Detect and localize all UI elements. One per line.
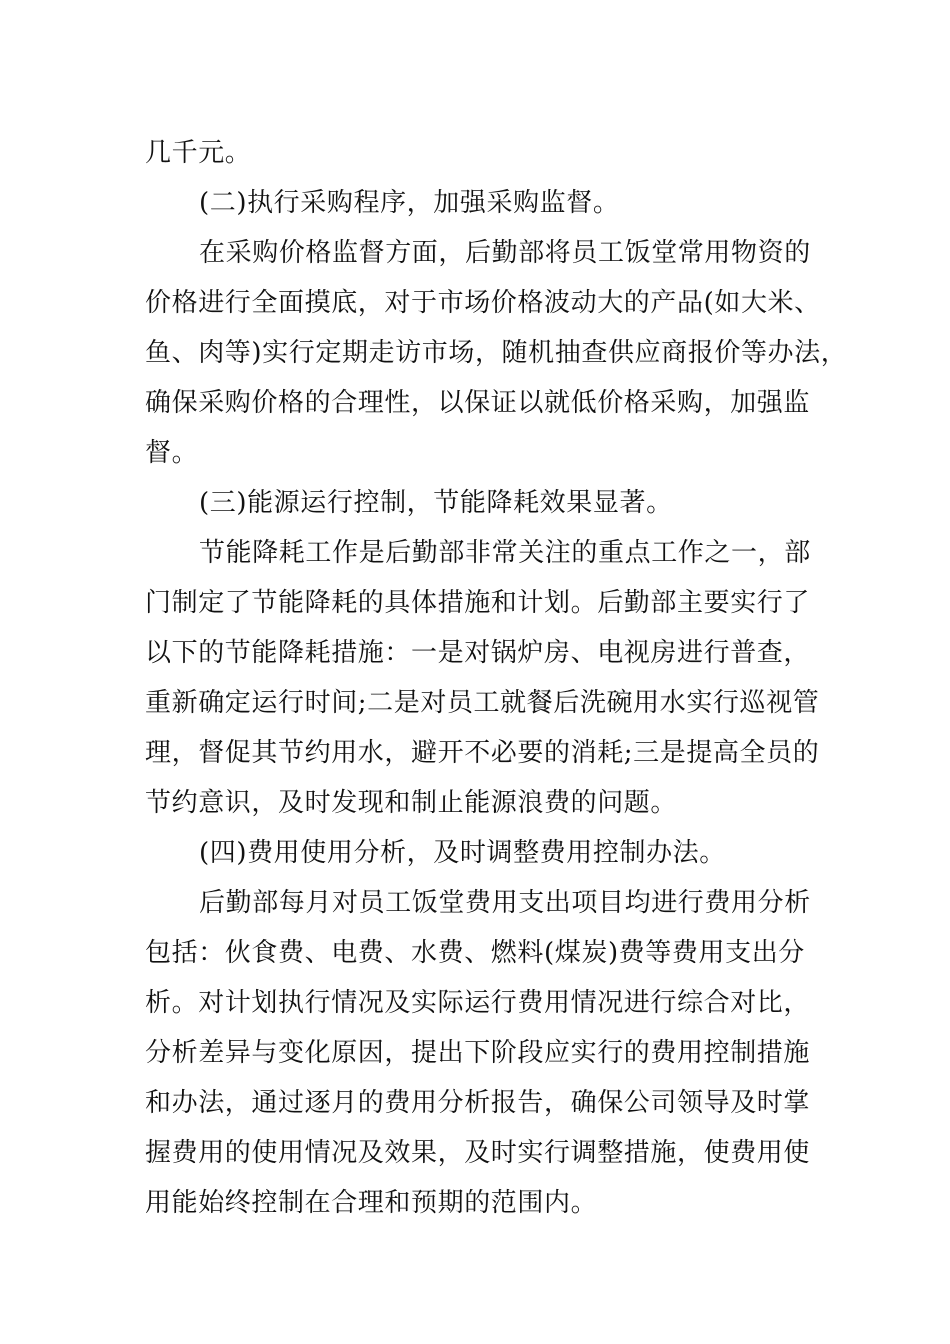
- text-line: 鱼、肉等)实行定期走访市场，随机抽查供应商报价等办法，: [145, 338, 848, 368]
- section-heading-2: (二)执行采购程序，加强采购监督。: [199, 188, 620, 218]
- text-line: 握费用的使用情况及效果，及时实行调整措施，使费用使: [145, 1138, 811, 1168]
- text-line: 以下的节能降耗措施：一是对锅炉房、电视房进行普查，: [145, 638, 811, 668]
- text-line: 门制定了节能降耗的具体措施和计划。后勤部主要实行了: [145, 588, 811, 618]
- text-line: 节能降耗工作是后勤部非常关注的重点工作之一，部: [199, 538, 811, 568]
- section-heading-3: (三)能源运行控制，节能降耗效果显著。: [199, 488, 673, 518]
- text-line: 几千元。: [145, 138, 252, 168]
- text-line: 在采购价格监督方面，后勤部将员工饭堂常用物资的: [199, 238, 811, 268]
- section-heading-4: (四)费用使用分析，及时调整费用控制办法。: [199, 838, 726, 868]
- text-line: 和办法，通过逐月的费用分析报告，确保公司领导及时掌: [145, 1088, 811, 1118]
- document-body: [145, 128, 848, 1228]
- text-line: 重新确定运行时间;二是对员工就餐后洗碗用水实行巡视管: [145, 688, 820, 718]
- text-line: 理，督促其节约用水，避开不必要的消耗;三是提高全员的: [145, 738, 820, 768]
- text-line: 督。: [145, 438, 199, 468]
- text-line: 析。对计划执行情况及实际运行费用情况进行综合对比，: [145, 988, 811, 1018]
- text-line: 价格进行全面摸底，对于市场价格波动大的产品(如大米、: [145, 288, 821, 318]
- text-line: 确保采购价格的合理性，以保证以就低价格采购，加强监: [145, 388, 811, 418]
- text-line: 分析差异与变化原因，提出下阶段应实行的费用控制措施: [145, 1038, 811, 1068]
- text-line: 节约意识，及时发现和制止能源浪费的问题。: [145, 788, 678, 818]
- text-line: 包括：伙食费、电费、水费、燃料(煤炭)费等费用支出分: [145, 938, 805, 968]
- text-line: 后勤部每月对员工饭堂费用支出项目均进行费用分析: [199, 888, 811, 918]
- text-line: 用能始终控制在合理和预期的范围内。: [145, 1188, 598, 1218]
